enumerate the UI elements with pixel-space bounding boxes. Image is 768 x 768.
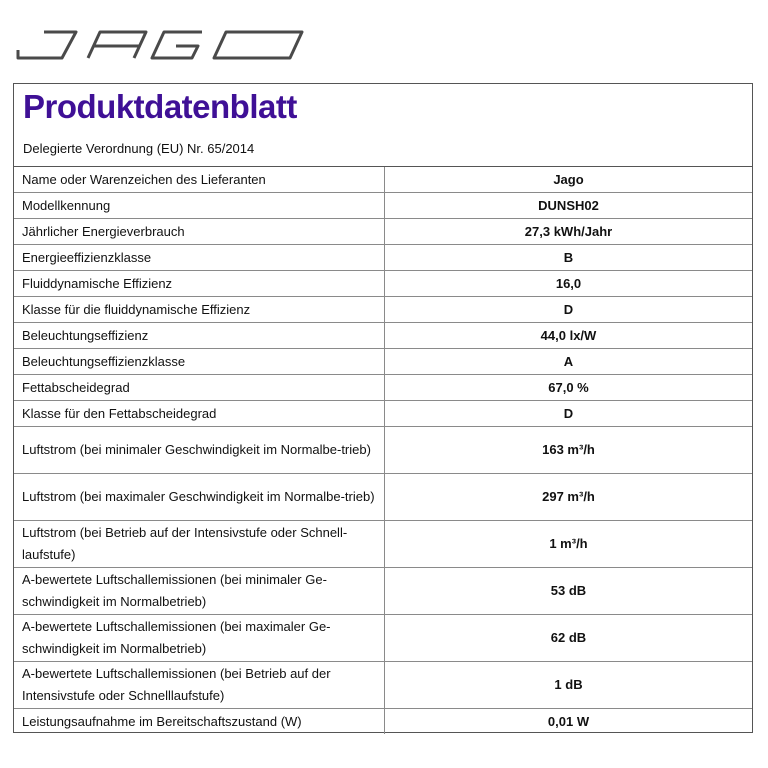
table-row (14, 193, 752, 219)
table-row (14, 167, 752, 193)
table-row (14, 474, 752, 521)
row-value: 0,01 W (385, 709, 753, 735)
row-value: 16,0 (385, 271, 753, 297)
table-row (14, 349, 752, 375)
row-value: DUNSH02 (385, 193, 753, 219)
table-row (14, 427, 752, 474)
row-value: B (385, 245, 753, 271)
row-label: A-bewertete Luftschallemissionen (bei Betrieb auf der Intensivstufe oder Schnelllaufstufe) (14, 662, 385, 709)
table-row (14, 568, 752, 615)
product-data-sheet (13, 83, 753, 733)
row-label: Modellkennung (14, 193, 385, 219)
row-label: Klasse für die fluiddynamische Effizienz (14, 297, 385, 323)
sheet-header (14, 84, 752, 167)
row-label: Beleuchtungseffizienz (14, 323, 385, 349)
page-title: Produktdatenblatt (23, 88, 297, 125)
row-value: 67,0 % (385, 375, 753, 401)
row-value: A (385, 349, 753, 375)
row-value: 1 m³/h (385, 521, 753, 568)
table-row (14, 297, 752, 323)
row-value: Jago (553, 171, 584, 187)
table-row (14, 521, 752, 568)
table-row (14, 271, 752, 297)
row-value: D (385, 297, 753, 323)
row-label: Luftstrom (bei maximaler Geschwindigkeit im Normalbe-trieb) (14, 474, 385, 521)
row-value: D (385, 401, 753, 427)
row-value: 62 dB (385, 615, 753, 662)
row-label: Name oder Warenzeichen des Lieferanten (14, 167, 385, 193)
row-label: Energieeffizienzklasse (14, 245, 385, 271)
table-row (14, 709, 752, 735)
regulation-subtitle: Delegierte Verordnung (EU) Nr. 65/2014 (23, 141, 255, 156)
table-row (14, 375, 752, 401)
row-label: Jährlicher Energieverbrauch (14, 219, 385, 245)
table-row (14, 615, 752, 662)
row-label: A-bewertete Luftschallemissionen (bei maximaler Ge-schwindigkeit im Normalbetrieb) (14, 615, 385, 662)
table-row (14, 219, 752, 245)
row-value: 44,0 lx/W (385, 323, 753, 349)
spec-table (14, 167, 752, 734)
row-label: A-bewertete Luftschallemissionen (bei minimaler Ge-schwindigkeit im Normalbetrieb) (14, 568, 385, 615)
table-row (14, 401, 752, 427)
row-value: 297 m³/h (385, 474, 753, 521)
table-row (14, 245, 752, 271)
row-value: 163 m³/h (385, 427, 753, 474)
row-value: 27,3 kWh/Jahr (385, 219, 753, 245)
jago-logo (14, 28, 306, 62)
table-row (14, 662, 752, 709)
row-label: Luftstrom (bei Betrieb auf der Intensivstufe oder Schnell-laufstufe) (14, 521, 385, 568)
row-value: 53 dB (385, 568, 753, 615)
row-label: Klasse für den Fettabscheidegrad (14, 401, 385, 427)
row-label: Fettabscheidegrad (14, 375, 385, 401)
row-label: Leistungsaufnahme im Bereitschaftszustand (W) (14, 709, 385, 735)
row-label: Beleuchtungseffizienzklasse (14, 349, 385, 375)
row-value: 1 dB (385, 662, 753, 709)
row-label: Fluiddynamische Effizienz (14, 271, 385, 297)
table-row (14, 323, 752, 349)
row-label: Luftstrom (bei minimaler Geschwindigkeit im Normalbe-trieb) (14, 427, 385, 474)
